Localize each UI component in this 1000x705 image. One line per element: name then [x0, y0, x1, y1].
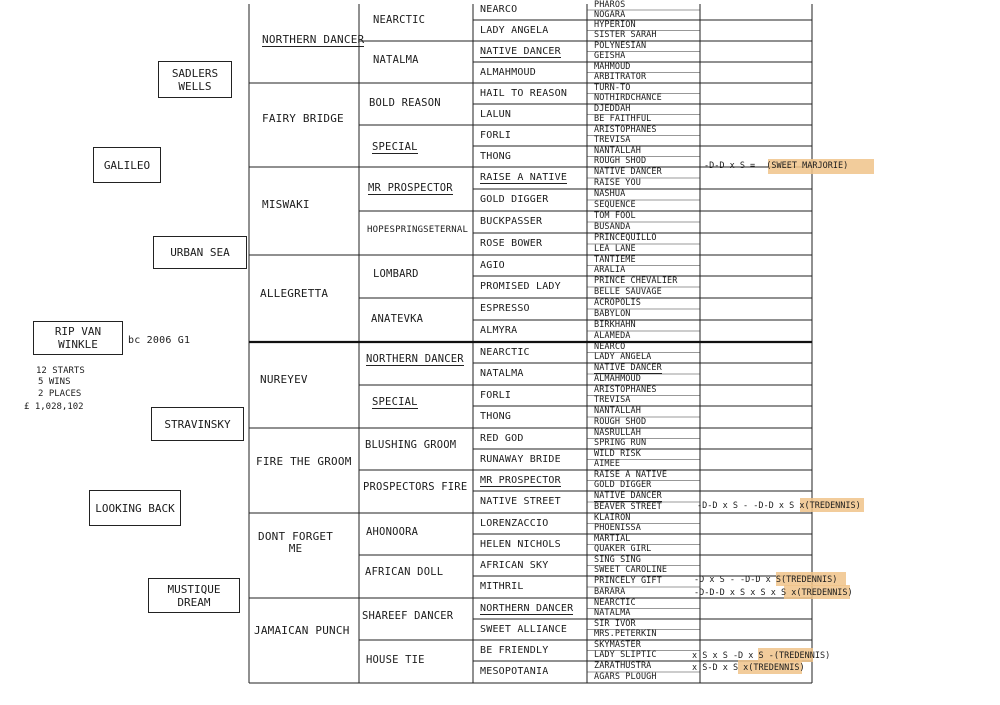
- gen5-name: ALMYRA: [480, 325, 518, 336]
- note-tag: (TREDENNIS): [796, 588, 853, 598]
- gen2-name: MUSTIQUE DREAM: [167, 582, 221, 609]
- gen5-name: NEARCTIC: [480, 346, 530, 358]
- gen6-name: PHOENISSA: [594, 523, 641, 533]
- gen4-name: SPECIAL: [372, 141, 418, 153]
- gen6-name: BE FAITHFUL: [594, 114, 652, 124]
- gen6-name: BABYLON: [594, 308, 631, 319]
- gen3-name: ALLEGRETTA: [260, 287, 329, 300]
- gen6-name: DJEDDAH: [594, 103, 631, 114]
- gen6-name: NASRULLAH: [594, 427, 641, 438]
- gen5-name: ESPRESSO: [480, 303, 530, 314]
- gen6-name: POLYNESIAN: [594, 40, 647, 51]
- gen2-box: [153, 236, 247, 269]
- note-line: [692, 651, 830, 661]
- gen6-name: KLAIRON: [594, 512, 631, 523]
- dam-box: [89, 490, 181, 526]
- gen4-name: BOLD REASON: [369, 97, 441, 109]
- gen3-name: FAIRY BRIDGE: [262, 112, 344, 125]
- note-tag: (SWEET MARJORIE): [766, 161, 849, 171]
- gen6-name: PRINCELY GIFT: [594, 575, 662, 586]
- gen6-name: QUAKER GIRL: [594, 544, 652, 554]
- gen6-name: SIR IVOR: [594, 618, 636, 629]
- gen4-name: ANATEVKA: [371, 313, 424, 325]
- subject-horse-name: RIP VAN WINKLE: [54, 325, 102, 351]
- gen5-name: AGIO: [480, 259, 505, 271]
- note-tag: (TREDENNIS): [781, 575, 838, 585]
- gen6-name: NATIVE DANCER: [594, 362, 662, 373]
- gen6-name: AIMEE: [594, 459, 621, 469]
- note-line: [704, 161, 848, 171]
- gen5-name: LORENZACCIO: [480, 517, 549, 529]
- gen6-name: ACROPOLIS: [594, 297, 641, 308]
- note-line: [694, 588, 853, 598]
- gen5-name: AFRICAN SKY: [480, 559, 549, 571]
- gen5-name: RUNAWAY BRIDE: [480, 453, 561, 465]
- gen2-box: [151, 407, 244, 441]
- gen3-name: JAMAICAN PUNCH: [254, 624, 350, 637]
- gen3-name: MISWAKI: [262, 198, 310, 211]
- gen3-name: DONT FORGET ME: [258, 530, 334, 555]
- gen5-name: ROSE BOWER: [480, 238, 543, 249]
- gen6-name: PHAROS: [594, 0, 626, 10]
- gen5-name: BE FRIENDLY: [480, 644, 549, 656]
- gen6-name: ROUGH SHOD: [594, 156, 647, 166]
- gen6-name: SKYMASTER: [594, 639, 641, 650]
- gen6-name: ZARATHUSTRA: [594, 660, 652, 671]
- gen6-name: TOM FOOL: [594, 210, 636, 221]
- gen5-name: FORLI: [480, 129, 512, 141]
- gen2-name: STRAVINSKY: [164, 417, 231, 431]
- gen2-box: [158, 61, 232, 98]
- gen6-name: RAISE YOU: [594, 177, 641, 188]
- gen6-name: NANTALLAH: [594, 145, 641, 156]
- gen5-name: GOLD DIGGER: [480, 194, 549, 205]
- note-tag-text: TREDENNIS: [801, 588, 848, 598]
- note-text: -D-D x S - -D-D x S x: [697, 501, 805, 511]
- gen3-name: NORTHERN DANCER: [262, 33, 365, 46]
- gen4-name: HOPESPRINGSETERNAL: [367, 225, 469, 235]
- gen5-name: NORTHERN DANCER: [480, 602, 574, 614]
- gen6-name: NATIVE DANCER: [594, 166, 662, 177]
- gen6-name: ROUGH SHOD: [594, 416, 647, 427]
- sire-name: GALILEO: [103, 158, 151, 172]
- gen6-name: NEARCO: [594, 341, 626, 352]
- gen6-name: SWEET CAROLINE: [594, 565, 668, 575]
- gen6-name: BARARA: [594, 586, 626, 597]
- stat-places: 2 PLACES: [38, 389, 82, 399]
- gen6-name: TANTIEME: [594, 254, 636, 265]
- gen5-name: NATIVE DANCER: [480, 45, 561, 57]
- gen6-name: NATALMA: [594, 608, 631, 618]
- note-line: [697, 501, 861, 511]
- gen6-name: NANTALLAH: [594, 405, 641, 416]
- gen5-name: MR PROSPECTOR: [480, 474, 561, 486]
- note-tag: (TREDENNIS): [804, 501, 861, 511]
- gen6-name: MARTIAL: [594, 533, 631, 544]
- gen6-name: ALMAHMOUD: [594, 373, 641, 384]
- gen6-name: ARISTOPHANES: [594, 384, 657, 395]
- gen4-name: AHONOORA: [366, 526, 419, 538]
- gen6-name: GOLD DIGGER: [594, 480, 652, 490]
- gen4-name: AFRICAN DOLL: [365, 566, 444, 578]
- note-tag: (TREDENNIS): [773, 651, 831, 661]
- subject-horse-box: [33, 321, 123, 355]
- gen6-name: BIRKHAHN: [594, 319, 636, 330]
- gen5-name: MITHRIL: [480, 581, 524, 592]
- gen6-name: TREVISA: [594, 395, 631, 405]
- gen5-name: FORLI: [480, 389, 512, 401]
- gen5-name: NEARCO: [480, 4, 518, 15]
- gen5-name: SWEET ALLIANCE: [480, 623, 568, 635]
- note-line: [692, 663, 805, 673]
- gen3-name: NUREYEV: [260, 373, 308, 386]
- gen6-name: ALAMEDA: [594, 330, 631, 341]
- gen5-name: BUCKPASSER: [480, 216, 543, 227]
- gen6-name: SING SING: [594, 554, 641, 565]
- gen4-name: NEARCTIC: [373, 14, 426, 26]
- note-text: -D-D-D x S x S x S x: [694, 588, 797, 598]
- gen4-name: NORTHERN DANCER: [366, 353, 464, 365]
- gen2-name: URBAN SEA: [170, 246, 230, 259]
- gen6-name: NATIVE DANCER: [594, 490, 662, 501]
- gen5-name: NATALMA: [480, 368, 524, 379]
- gen6-name: GEISHA: [594, 51, 626, 61]
- gen6-name: BELLE SAUVAGE: [594, 286, 662, 297]
- note-text: -D-D x S =: [704, 161, 761, 171]
- dam-name: LOOKING BACK: [95, 501, 175, 515]
- note-tag-text: TREDENNIS: [753, 663, 800, 673]
- gen5-name: ALMAHMOUD: [480, 66, 536, 78]
- gen6-name: PRINCEQUILLO: [594, 232, 657, 243]
- gen5-name: MESOPOTANIA: [480, 666, 549, 677]
- gen6-name: RAISE A NATIVE: [594, 469, 668, 480]
- gen6-name: TREVISA: [594, 135, 631, 145]
- gen3-name: FIRE THE GROOM: [256, 455, 352, 468]
- gen6-name: SPRING RUN: [594, 438, 647, 448]
- note-tag-text: SWEET MARJORIE: [771, 161, 844, 171]
- gen6-name: LADY SLIPTIC: [594, 650, 657, 660]
- gen5-name: THONG: [480, 411, 512, 422]
- gen5-name: HELEN NICHOLS: [480, 538, 561, 550]
- note-tag: (TREDENNIS): [748, 663, 805, 673]
- gen2-box: [148, 578, 240, 613]
- gen5-name: HAIL TO REASON: [480, 87, 568, 99]
- gen2-name: SADLERS WELLS: [171, 66, 219, 93]
- gen6-name: NOGARA: [594, 9, 626, 20]
- gen6-name: NOTHIRDCHANCE: [594, 93, 662, 103]
- sire-box: [93, 147, 161, 183]
- stat-wins: 5 WINS: [38, 377, 71, 387]
- note-text: x S x S -D x S -: [692, 651, 774, 661]
- gen5-name: RED GOD: [480, 432, 524, 444]
- gen6-name: ARALIA: [594, 265, 626, 275]
- gen5-name: LADY ANGELA: [480, 24, 549, 36]
- gen6-name: ARISTOPHANES: [594, 124, 657, 135]
- gen6-name: WILD RISK: [594, 448, 641, 459]
- gen4-name: BLUSHING GROOM: [365, 439, 457, 451]
- gen6-name: MRS.PETERKIN: [594, 629, 657, 639]
- gen6-name: NASHUA: [594, 188, 626, 199]
- gen6-name: HYPERION: [594, 19, 636, 30]
- note-text: x S-D x S x: [692, 663, 749, 673]
- gen4-name: NATALMA: [373, 54, 419, 66]
- stat-starts: 12 STARTS: [36, 366, 85, 376]
- gen6-name: LEA LANE: [594, 243, 636, 254]
- gen4-name: MR PROSPECTOR: [368, 182, 453, 194]
- stat-earnings: £ 1,028,102: [24, 402, 84, 412]
- gen6-name: PRINCE CHEVALIER: [594, 275, 678, 286]
- gen6-name: NEARCTIC: [594, 597, 636, 608]
- note-tag-text: TREDENNIS: [809, 501, 856, 511]
- gen6-name: AGARS PLOUGH: [594, 671, 657, 682]
- gen6-name: BEAVER STREET: [594, 501, 662, 512]
- gen4-name: SHAREEF DANCER: [362, 610, 454, 622]
- gen6-name: BUSANDA: [594, 221, 631, 232]
- gen4-name: PROSPECTORS FIRE: [363, 481, 468, 493]
- note-line: [694, 575, 837, 585]
- note-text: -D x S - -D-D x S: [694, 575, 781, 585]
- gen5-name: LALUN: [480, 108, 512, 120]
- gen6-name: ARBITRATOR: [594, 72, 647, 82]
- gen5-name: THONG: [480, 150, 512, 162]
- gen5-name: PROMISED LADY: [480, 281, 561, 292]
- gen4-name: LOMBARD: [373, 268, 419, 280]
- note-tag-text: TREDENNIS: [779, 651, 826, 661]
- gen6-name: MAHMOUD: [594, 61, 631, 72]
- gen4-name: HOUSE TIE: [366, 654, 425, 666]
- gen6-name: LADY ANGELA: [594, 352, 652, 362]
- gen6-name: TURN-TO: [594, 82, 631, 93]
- gen6-name: SEQUENCE: [594, 199, 636, 210]
- gen5-name: NATIVE STREET: [480, 496, 561, 507]
- gen4-name: SPECIAL: [372, 396, 418, 408]
- gen5-name: RAISE A NATIVE: [480, 172, 568, 183]
- subject-horse-info: bc 2006 G1: [128, 335, 191, 346]
- note-tag-text: TREDENNIS: [786, 575, 833, 585]
- gen6-name: SISTER SARAH: [594, 30, 657, 40]
